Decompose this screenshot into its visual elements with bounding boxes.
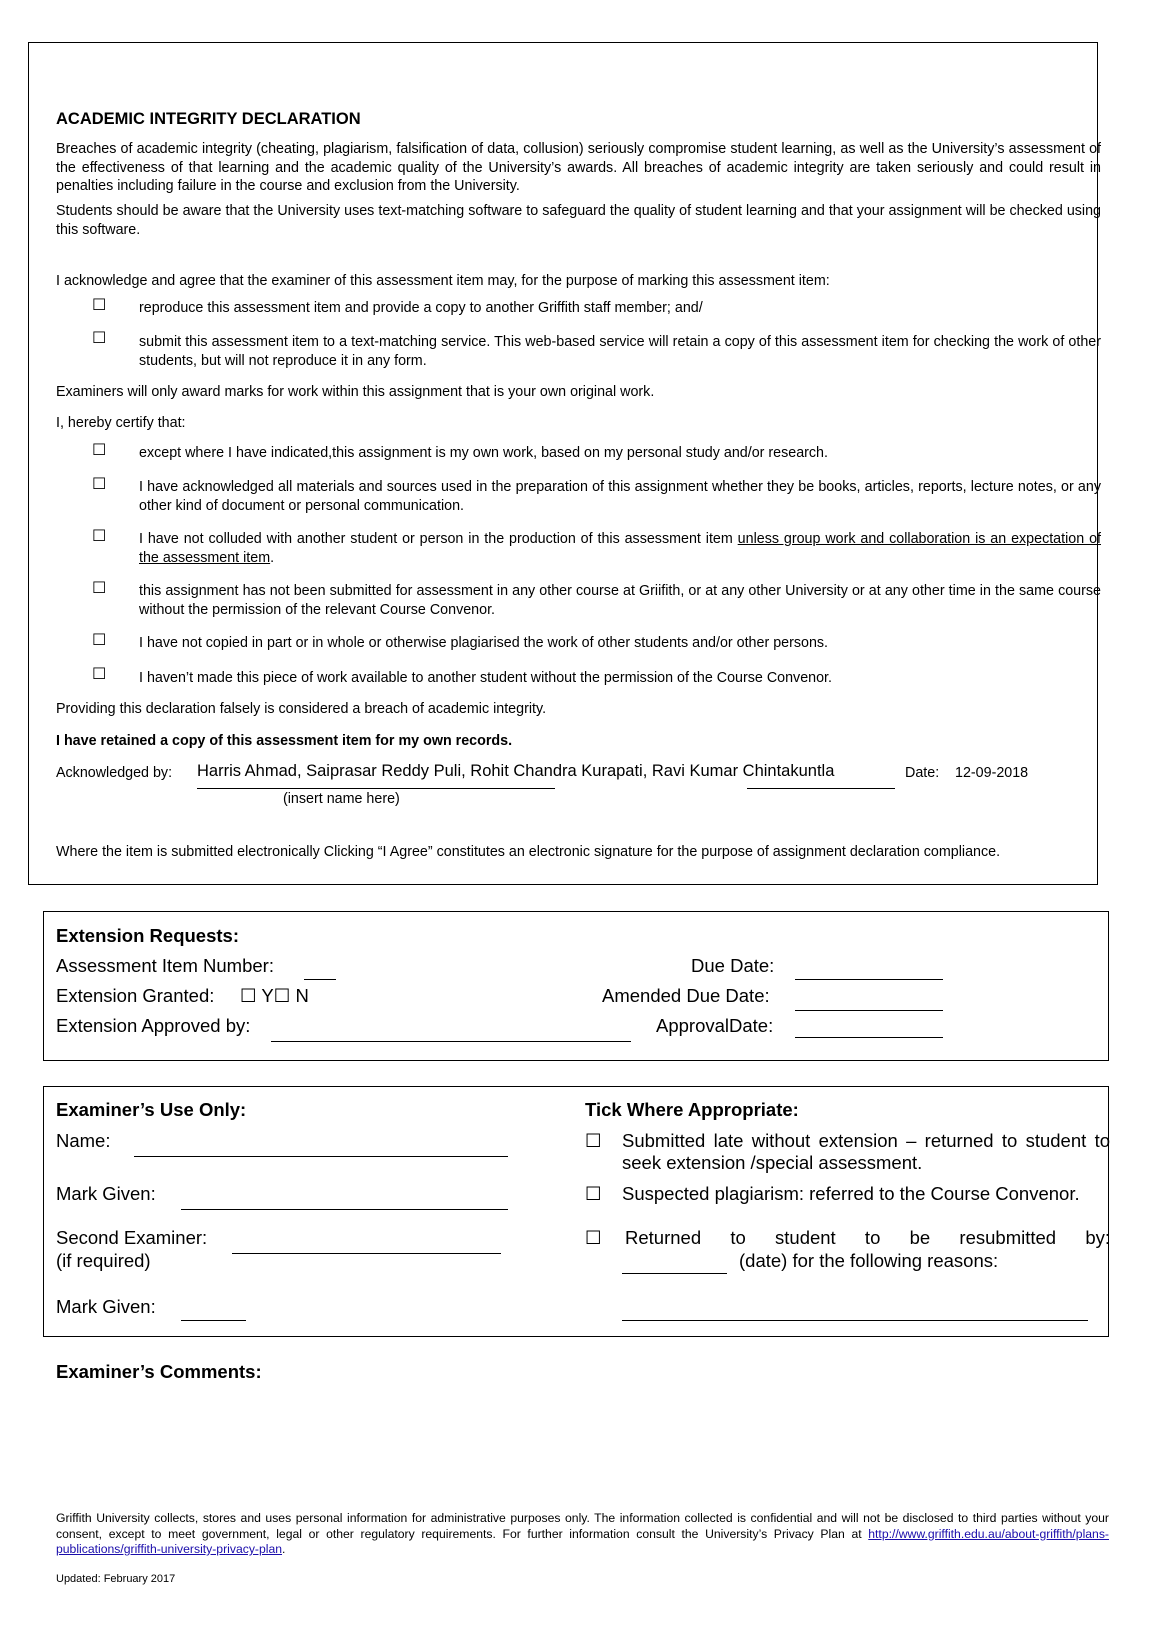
examiner-name-label: Name: [56, 1130, 111, 1151]
approval-date-field[interactable] [795, 1037, 943, 1038]
extension-approved-by-field[interactable] [271, 1041, 631, 1042]
acknowledged-by-names[interactable]: Harris Ahmad, Saiprasar Reddy Puli, Rohit Chandra Kurapati, Ravi Kumar Chintakuntla [197, 762, 835, 780]
examiners-note: Examiners will only award marks for work within this assignment that is your own original work. [56, 384, 655, 400]
acknowledged-by-label: Acknowledged by: [56, 765, 173, 781]
acknowledge-item-2: submit this assessment item to a text-matching service. This web-based service will retain a copy of this assessment item for checking the work of other students, but will not reproduce it in any form. [139, 334, 1101, 369]
certify-checkbox-5[interactable]: ☐ [92, 632, 107, 649]
certify-checkbox-2[interactable]: ☐ [92, 476, 107, 493]
certify-item-1: except where I have indicated,this assignment is my own work, based on my personal study and/or research. [139, 445, 828, 461]
approval-date-label: ApprovalDate: [656, 1015, 774, 1036]
acknowledge-checkbox-1[interactable]: ☐ [92, 297, 107, 314]
tick-option-1: Submitted late without extension – returned to student to seek extension /special assessment. [622, 1130, 1110, 1173]
assessment-item-number-field[interactable] [304, 979, 336, 980]
certify-item-3-underlined: unless group work and collaboration is an expectation of the assessment item [139, 531, 1101, 566]
certify-item-6: I haven’t made this piece of work available to another student without the permission of the Course Convenor. [139, 670, 833, 686]
tick-option-3-reasons: (date) for the following reasons: [739, 1250, 999, 1271]
due-date-label: Due Date: [691, 955, 775, 976]
tick-checkbox-2[interactable]: ☐ [585, 1183, 602, 1204]
examiner-title: Examiner’s Use Only: [56, 1099, 247, 1120]
examiner-comments-title: Examiner’s Comments: [56, 1361, 262, 1382]
resubmit-date-field[interactable] [622, 1273, 727, 1274]
extension-granted-options[interactable]: ☐ Y☐ N [240, 985, 309, 1006]
acknowledge-item-1: reproduce this assessment item and provide a copy to another Griffith staff member; and/ [139, 300, 703, 316]
assessment-item-number-label: Assessment Item Number: [56, 955, 274, 976]
privacy-plan-link[interactable]: http://www.griffith.edu.au/about-griffith/plans-publications/griffith-university-privacy-plan [56, 1526, 1109, 1556]
examiner-name-field[interactable] [134, 1156, 508, 1157]
date-value[interactable]: 12-09-2018 [955, 765, 1029, 781]
extension-title: Extension Requests: [56, 925, 239, 946]
privacy-text: Griffith University collects, stores and uses personal information for administrative purposes only. The information collected is confidential and will not be disclosed to third parties without your consent, except to meet government, legal or other regulatory requirements. For further information consult the University’s Privacy Plan at [56, 1511, 1109, 1541]
name-underline-2 [747, 788, 895, 789]
privacy-statement [56, 1511, 1109, 1558]
certify-item-5: I have not copied in part or in whole or otherwise plagiarised the work of other students and/or other persons. [139, 635, 829, 651]
mark-given-field[interactable] [181, 1209, 508, 1210]
declaration-paragraph-1: Breaches of academic integrity (cheating, plagiarism, falsification of data, collusion) seriously compromise student learning, as well as the University’s assessment of the effectiveness of that learning and the academic quality of the University’s awards. All breaches of academic integrity are taken seriously and could result in penalties including failure in the course and exclusion from the University. [56, 141, 1101, 194]
reasons-field[interactable] [622, 1320, 1088, 1321]
certify-intro: I, hereby certify that: [56, 415, 186, 431]
tick-title: Tick Where Appropriate: [585, 1099, 799, 1120]
second-examiner-label: Second Examiner: [56, 1227, 208, 1248]
insert-name-hint: (insert name here) [283, 791, 400, 807]
acknowledge-checkbox-2[interactable]: ☐ [92, 330, 107, 347]
mark-given-2-label: Mark Given: [56, 1296, 156, 1317]
declaration-title: ACADEMIC INTEGRITY DECLARATION [56, 110, 361, 128]
extension-approved-by-label: Extension Approved by: [56, 1015, 251, 1036]
tick-option-3: Returned to student to be resubmitted by: [625, 1227, 1110, 1248]
retained-copy-note: I have retained a copy of this assessment item for my own records. [56, 733, 513, 749]
privacy-end: . [282, 1542, 286, 1556]
certify-checkbox-6[interactable]: ☐ [92, 666, 107, 683]
mark-given-2-field[interactable] [181, 1320, 246, 1321]
date-label: Date: [905, 765, 940, 781]
tick-option-2: Suspected plagiarism: referred to the Course Convenor. [622, 1183, 1080, 1204]
certify-item-3 [139, 530, 1101, 567]
electronic-signature-note: Where the item is submitted electronically Clicking “I Agree” constitutes an electronic signature for the purpose of assignment declaration compliance. [56, 844, 1001, 860]
certify-checkbox-4[interactable]: ☐ [92, 580, 107, 597]
certify-item-4: this assignment has not been submitted for assessment in any other course at Griifith, or at any other University or at any other time in the same course without the permission of the relevant Course Convenor. [139, 583, 1101, 618]
second-examiner-field[interactable] [232, 1253, 501, 1254]
certify-item-3-text: I have not colluded with another student or person in the production of this assessment item [139, 531, 738, 547]
updated-date: Updated: February 2017 [56, 1573, 176, 1585]
if-required-label: (if required) [56, 1250, 151, 1271]
due-date-field[interactable] [795, 979, 943, 980]
amended-due-date-label: Amended Due Date: [602, 985, 770, 1006]
mark-given-label: Mark Given: [56, 1183, 156, 1204]
false-declaration-note: Providing this declaration falsely is considered a breach of academic integrity. [56, 701, 547, 717]
amended-due-date-field[interactable] [795, 1010, 943, 1011]
name-underline [197, 788, 555, 789]
tick-checkbox-1[interactable]: ☐ [585, 1130, 602, 1151]
certify-checkbox-1[interactable]: ☐ [92, 442, 107, 459]
acknowledge-intro: I acknowledge and agree that the examiner of this assessment item may, for the purpose of marking this assessment item: [56, 273, 830, 289]
certify-checkbox-3[interactable]: ☐ [92, 528, 107, 545]
certify-item-3-end: . [270, 549, 275, 566]
extension-granted-label: Extension Granted: [56, 985, 215, 1006]
certify-item-2: I have acknowledged all materials and sources used in the preparation of this assignment whether they be books, articles, reports, lecture notes, or any other kind of document or personal communication. [139, 479, 1101, 514]
examiner-box [43, 1086, 1109, 1337]
declaration-paragraph-2: Students should be aware that the University uses text-matching software to safeguard the quality of student learning and that your assignment will be checked using this software. [56, 203, 1101, 238]
tick-checkbox-3[interactable]: ☐ [585, 1227, 602, 1248]
